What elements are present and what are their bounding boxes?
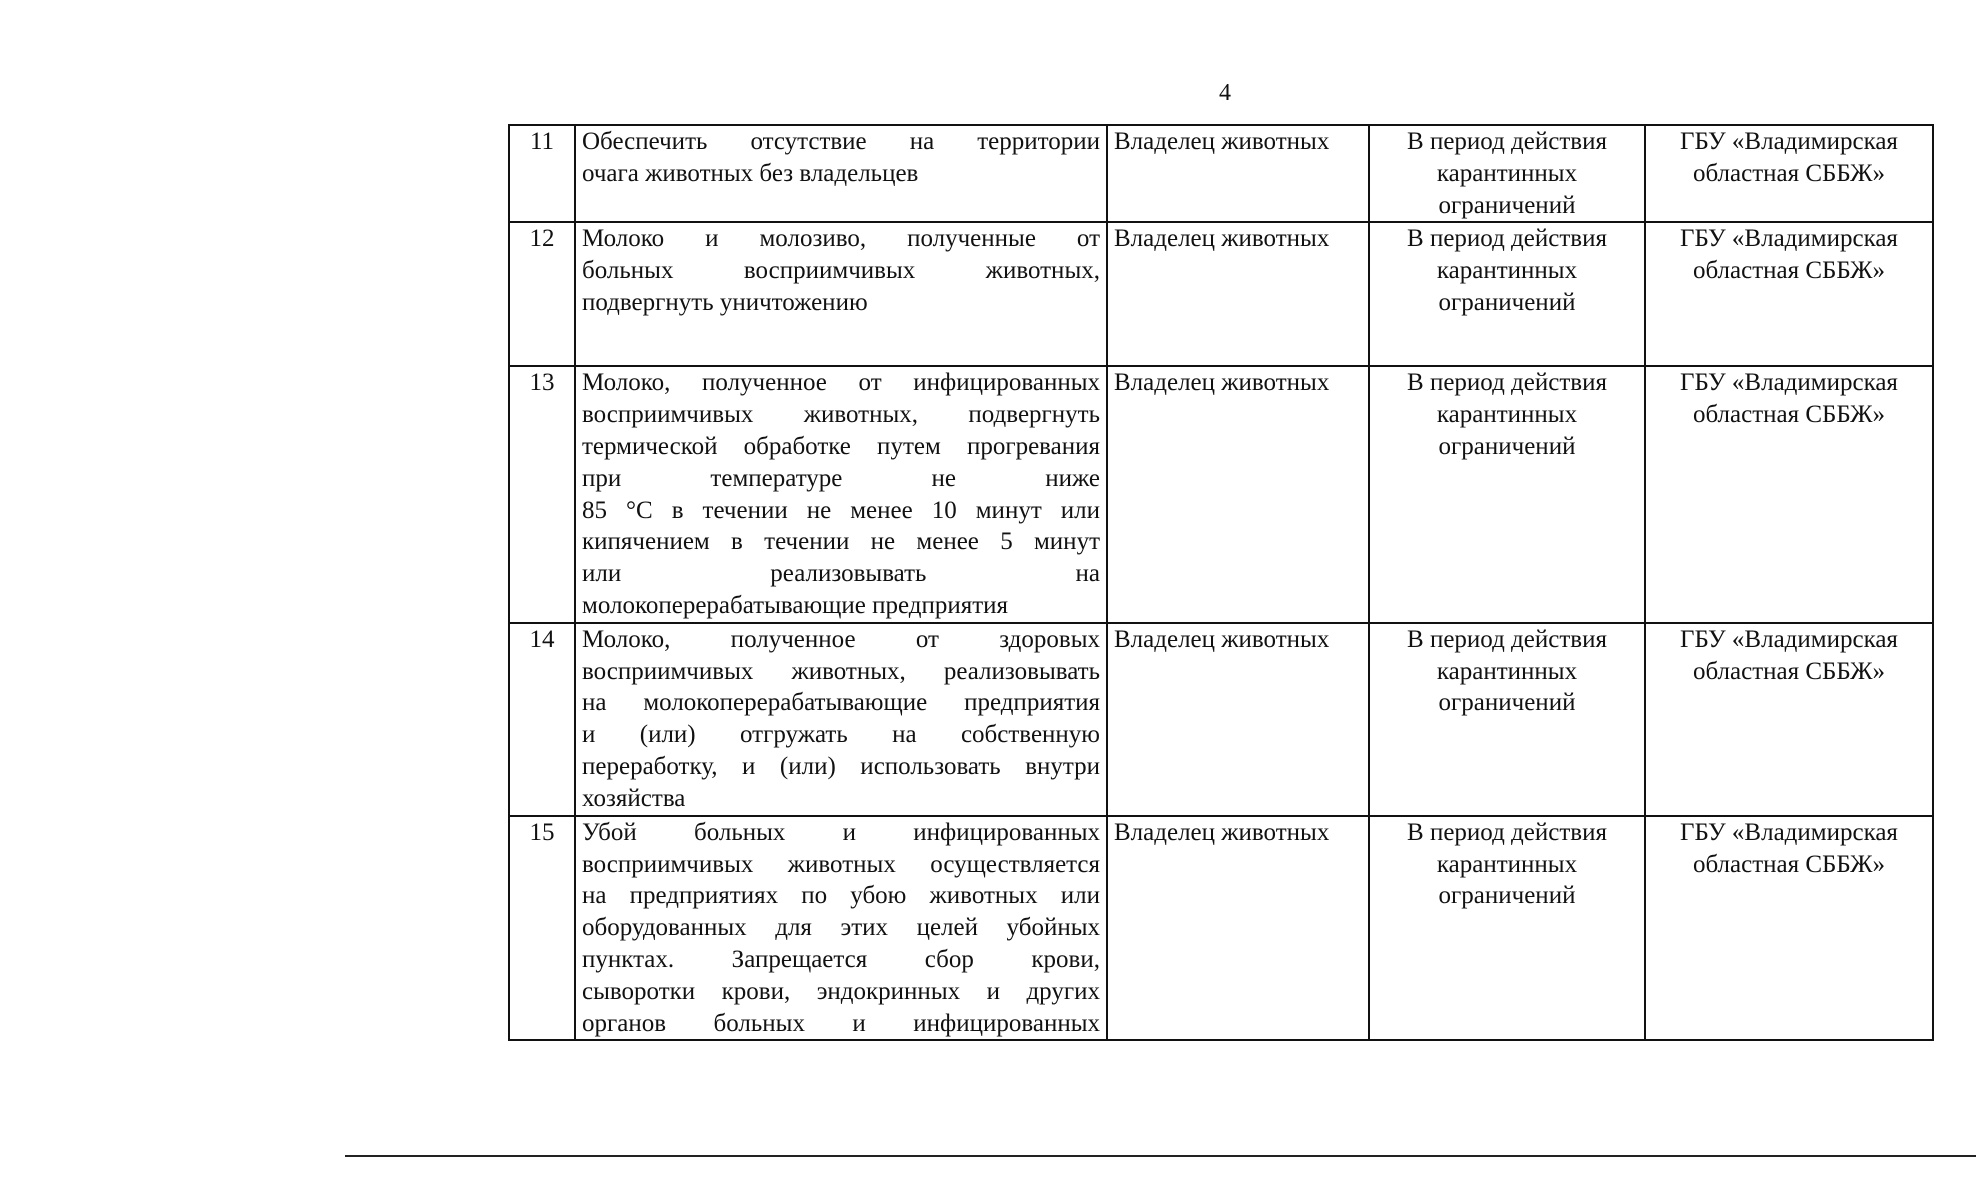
responsible-party: Владелец животных (1107, 366, 1369, 622)
description-line: восприимчивых животных, подвергнуть (582, 401, 1100, 429)
description-line: оборудованных для этих целей убойных (582, 914, 1100, 942)
table-row (509, 623, 1933, 816)
executor: ГБУ «Владимирская областная СББЖ» (1645, 222, 1933, 366)
execution-term: В период действия карантинных ограничений (1369, 125, 1645, 222)
description-line: сыворотки крови, эндокринных и других (582, 977, 1100, 1005)
description-line: больных восприимчивых животных, (582, 257, 1100, 285)
measure-description (575, 623, 1107, 816)
description-line: 85 °С в течении не менее 10 минут или (582, 496, 1100, 524)
description-line: Убой больных и инфицированных (582, 818, 1100, 846)
row-number: 13 (509, 366, 575, 622)
table-row (509, 222, 1933, 366)
table-row (509, 125, 1933, 222)
execution-term: В период действия карантинных ограничений (1369, 816, 1645, 1041)
execution-term: В период действия карантинных ограничений (1369, 366, 1645, 622)
description-line: Молоко и молозиво, полученные от (582, 225, 1100, 253)
page-bottom-rule (345, 1155, 1976, 1157)
measure-description (575, 222, 1107, 366)
description-line: Молоко, полученное от инфицированных (582, 369, 1100, 397)
executor: ГБУ «Владимирская областная СББЖ» (1645, 125, 1933, 222)
row-number: 12 (509, 222, 575, 366)
description-line: переработку, и (или) использовать внутри (582, 752, 1100, 780)
execution-term: В период действия карантинных ограничений (1369, 623, 1645, 816)
responsible-party: Владелец животных (1107, 816, 1369, 1041)
description-line: Обеспечить отсутствие на территории (582, 128, 1100, 155)
measure-description (575, 816, 1107, 1041)
responsible-party: Владелец животных (1107, 222, 1369, 366)
executor: ГБУ «Владимирская областная СББЖ» (1645, 816, 1933, 1041)
description-line: хозяйства (582, 784, 686, 812)
row-number: 14 (509, 623, 575, 816)
executor: ГБУ «Владимирская областная СББЖ» (1645, 623, 1933, 816)
description-line: восприимчивых животных, реализовывать (582, 657, 1100, 685)
executor: ГБУ «Владимирская областная СББЖ» (1645, 366, 1933, 622)
measures-table (508, 124, 1934, 1041)
row-number: 11 (509, 125, 575, 222)
measure-description (575, 125, 1107, 222)
table-row (509, 366, 1933, 622)
description-line: на молокоперерабатывающие предприятия (582, 689, 1100, 717)
measure-description (575, 366, 1107, 622)
description-line: при температуре не ниже (582, 464, 1100, 492)
description-line: термической обработке путем прогревания (582, 432, 1100, 460)
description-line: органов больных и инфицированных (582, 1009, 1100, 1037)
description-line: Молоко, полученное от здоровых (582, 625, 1100, 653)
description-line: восприимчивых животных осуществляется (582, 850, 1100, 878)
responsible-party: Владелец животных (1107, 623, 1369, 816)
description-line: молокоперерабатывающие предприятия (582, 591, 1009, 619)
description-line: и (или) отгружать на собственную (582, 721, 1100, 749)
description-line: подвергнуть уничтожению (582, 288, 868, 316)
table-row (509, 816, 1933, 1041)
execution-term: В период действия карантинных ограничений (1369, 222, 1645, 366)
description-line: или реализовывать на (582, 560, 1100, 588)
description-line: на предприятиях по убою животных или (582, 882, 1100, 910)
description-line: очага животных без владельцев (582, 159, 919, 187)
responsible-party: Владелец животных (1107, 125, 1369, 222)
page-number: 4 (1219, 80, 1231, 106)
description-line: пунктах. Запрещается сбор крови, (582, 945, 1100, 973)
description-line: кипячением в течении не менее 5 минут (582, 528, 1100, 556)
row-number: 15 (509, 816, 575, 1041)
